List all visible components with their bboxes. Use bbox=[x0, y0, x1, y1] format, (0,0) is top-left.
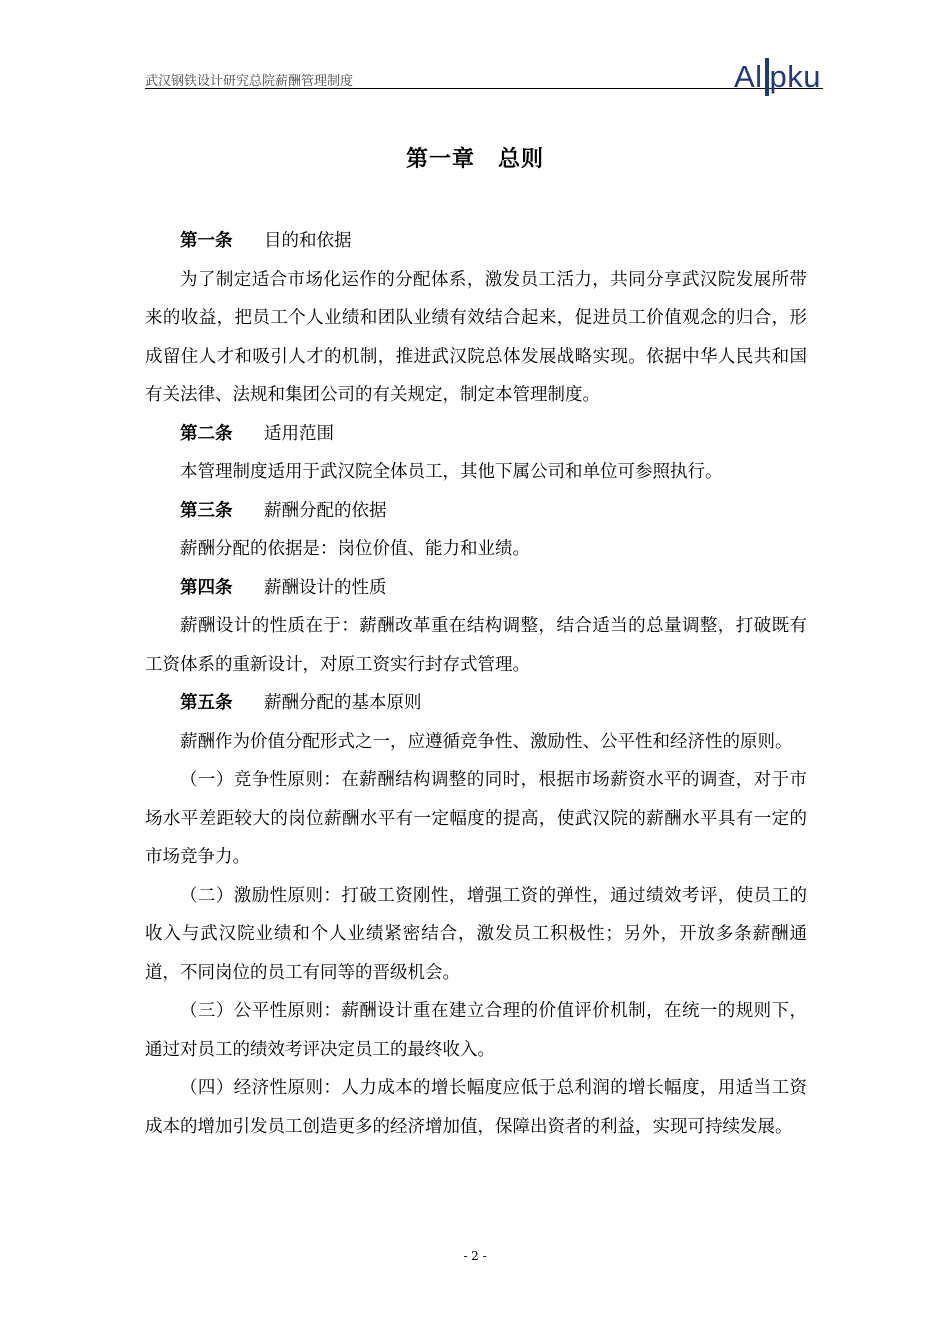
article-number: 第一条 bbox=[180, 231, 233, 251]
article-paragraph: （一）竞争性原则：在薪酬结构调整的同时，根据市场薪资水平的调查，对于市场水平差距较大的岗位薪酬水平有一定幅度的提高，使武汉院的薪酬水平具有一定的市场竞争力。 bbox=[145, 770, 807, 867]
article-number: 第三条 bbox=[180, 500, 233, 521]
article-paragraph: 薪酬分配的依据是：岗位价值、能力和业绩。 bbox=[180, 539, 530, 559]
logo-bar bbox=[765, 58, 769, 96]
article-paragraph: 本管理制度适用于武汉院全体员工，其他下属公司和单位可参照执行。 bbox=[180, 462, 723, 482]
article-number: 第二条 bbox=[180, 423, 233, 444]
article-paragraph: 薪酬作为价值分配形式之一，应遵循竞争性、激励性、公平性和经济性的原则。 bbox=[180, 731, 793, 752]
article-paragraph: 为了制定适合市场化运作的分配体系，激发员工活力，共同分享武汉院发展所带来的收益，把员工个人业绩和团队业绩有效结合起来，促进员工价值观念的归合，形成留住人才和吸引人才的机制，推进武汉院总体发展战略实现。依据中华人民共和国有关法律、法规和集团公司的有关规定，制定本管理制度。 bbox=[145, 269, 807, 405]
chapter-title: 第一章 总则 bbox=[405, 146, 544, 172]
article-paragraph: 薪酬设计的性质在于：薪酬改革重在结构调整，结合适当的总量调整，打破既有工资体系的重新设计，对原工资实行封存式管理。 bbox=[145, 616, 807, 675]
logo-text-left: Al bbox=[733, 59, 763, 94]
article-heading bbox=[145, 684, 807, 723]
article-heading bbox=[145, 222, 807, 261]
logo-text-right: pku bbox=[769, 59, 821, 94]
document-body bbox=[145, 222, 807, 1146]
article-number: 第五条 bbox=[180, 693, 233, 713]
article-heading bbox=[145, 492, 807, 531]
header-title: 武汉钢铁设计研究总院薪酬管理制度 bbox=[145, 74, 354, 89]
page-number: - 2 - bbox=[463, 1249, 487, 1263]
article-title: 薪酬分配的依据 bbox=[264, 500, 387, 521]
article-paragraph: （三）公平性原则：薪酬设计重在建立合理的价值评价机制，在统一的规则下，通过对员工的绩效考评决定员工的最终收入。 bbox=[145, 1001, 807, 1060]
article-paragraph: （四）经济性原则：人力成本的增长幅度应低于总利润的增长幅度，用适当工资成本的增加引发员工创造更多的经济增加值，保障出资者的利益，实现可持续发展。 bbox=[145, 1078, 807, 1137]
article-title: 适用范围 bbox=[264, 423, 334, 444]
article-title: 薪酬分配的基本原则 bbox=[264, 693, 422, 713]
article-heading bbox=[145, 415, 807, 454]
page-header bbox=[145, 58, 823, 94]
article-heading bbox=[145, 569, 807, 608]
article-number: 第四条 bbox=[180, 577, 233, 598]
article-paragraph: （二）激励性原则：打破工资刚性，增强工资的弹性，通过绩效考评，使员工的收入与武汉院业绩和个人业绩紧密结合，激发员工积极性；另外，开放多条薪酬通道，不同岗位的员工有同等的晋级机会。 bbox=[145, 885, 807, 983]
article-title: 目的和依据 bbox=[264, 231, 352, 251]
article-title: 薪酬设计的性质 bbox=[264, 577, 387, 598]
alpku-logo bbox=[734, 58, 821, 96]
